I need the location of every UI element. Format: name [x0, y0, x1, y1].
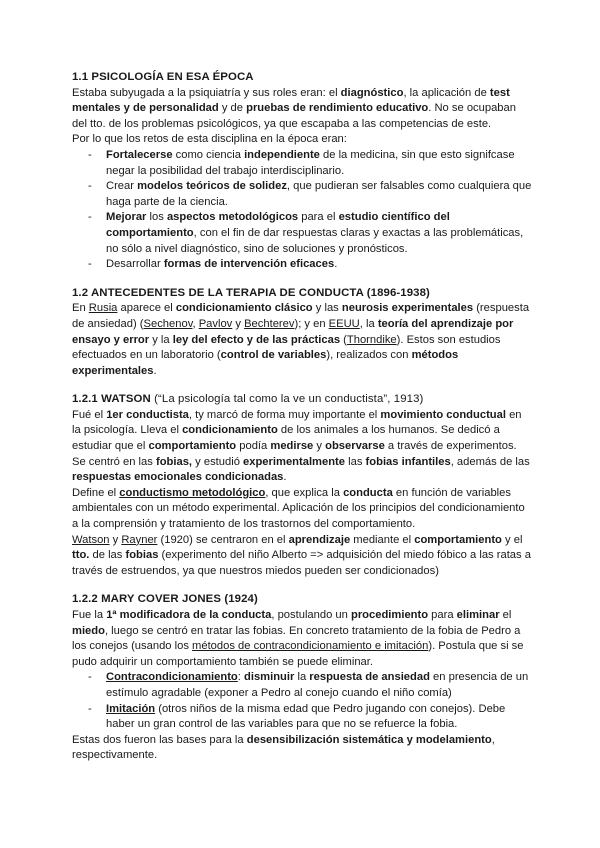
bullet-list: [88, 670, 532, 732]
text-run: Desarrollar: [106, 258, 164, 271]
bold-text: modelos teóricos de solidez: [137, 180, 287, 193]
text-run: (1920) se centraron en el: [157, 533, 289, 546]
text-run: mediante el: [350, 533, 415, 546]
section-mary-cover-jones: [72, 592, 532, 764]
underlined-text: Pavlov: [198, 317, 233, 330]
bold-text: procedimiento: [350, 609, 429, 621]
bold-text: Fortalecerse: [106, 148, 173, 161]
text-run: Crear: [106, 180, 138, 193]
bold-text: experimentalmente: [243, 455, 346, 468]
paragraph: [72, 301, 532, 379]
text-run: como ciencia: [172, 148, 245, 161]
underlined-text: Sechenov: [143, 317, 193, 330]
section-title-main: 1.2.1 WATSON: [72, 393, 151, 406]
bold-text: fobias infantiles: [365, 455, 451, 468]
text-run: ). Postula que si se pudo adquirir un comportamiento también se puede eliminar.: [72, 640, 524, 668]
text-run: En: [72, 302, 89, 315]
bold-text: movimiento conductual: [380, 408, 506, 421]
text-run: y: [109, 533, 122, 546]
bullet-list: [88, 148, 532, 273]
bold-text: métodos experimentales: [72, 349, 459, 377]
section-title: [72, 392, 532, 408]
text-run: los: [146, 211, 167, 224]
paragraph: [72, 486, 532, 533]
bold-text: formas de intervención eficaces: [163, 258, 335, 271]
text-run: y estudió: [192, 455, 244, 468]
underlined-text: Bechterev: [244, 317, 295, 330]
text-run: ). Estos son estudios efectuados en un laboratorio (: [72, 333, 501, 362]
underlined-text: Rayner: [121, 533, 158, 546]
text-run: de la medicina, sin que esto signifcase negar la posibilidad del trabajo interdisciplinario.: [106, 148, 515, 177]
bold-text: tto.: [72, 549, 90, 562]
bold-text: aspectos metodológicos: [166, 211, 299, 224]
bold-text: condicionamiento clásico: [175, 302, 313, 315]
text-run: el: [499, 609, 512, 621]
text-run: Estaba subyugada a la psiquiatría y sus roles eran: el: [72, 86, 341, 99]
bold-text: conducta: [343, 486, 393, 499]
bold-text: teoría del aprendizaje por ensayo y error: [72, 317, 514, 346]
bold-text: neurosis experimentales: [341, 302, 474, 315]
text-run: , además de las: [450, 455, 530, 468]
bold-text: medirse: [270, 440, 314, 453]
text-run: ,: [192, 317, 199, 330]
text-run: ); y en: [294, 317, 329, 330]
paragraph: [72, 408, 532, 486]
text-run: , la: [359, 317, 378, 330]
text-run: .: [334, 258, 338, 271]
text-run: para el: [298, 211, 339, 224]
list-item: [88, 670, 532, 701]
bold-text: test mentales y de personalidad: [72, 86, 510, 115]
text-run: Fué el: [72, 408, 107, 421]
text-run: , que explica la: [265, 486, 344, 499]
spacer: [72, 273, 532, 286]
section-title: 1.2.2 MARY COVER JONES (1924): [72, 593, 258, 606]
list-item: [88, 702, 532, 733]
underlined-text: Watson: [72, 533, 110, 546]
text-run: ), realizados con: [326, 349, 412, 362]
text-run: (: [340, 333, 347, 346]
section-title-suffix: (“La psicología tal como la ve un conductista”, 1913): [150, 393, 424, 406]
text-run: , postulando un: [271, 609, 351, 621]
bold-text: fobias: [125, 549, 159, 562]
bold-text: Mejorar: [106, 211, 147, 224]
text-run: en la psicología. Lleva el: [72, 408, 522, 437]
text-run: Define el: [72, 486, 120, 499]
text-run: , respectivamente.: [72, 733, 495, 762]
text-run: :: [237, 671, 244, 684]
text-run: aparece el: [117, 302, 176, 315]
text-run: .: [283, 471, 287, 484]
underlined-text: Thorndike: [346, 333, 397, 346]
text-run: las: [345, 455, 366, 468]
text-run: (respuesta de ansiedad) (: [72, 302, 530, 330]
text-run: . No se ocupaban del tto. de los problemas psicológicos, ya que escapaba a las competencias de este.: [72, 102, 516, 130]
text-run: la: [294, 671, 310, 684]
text-run: , ty marcó de forma muy importante el: [188, 408, 381, 421]
underlined-text: EEUU: [328, 317, 360, 330]
underlined-text: Rusia: [88, 302, 118, 315]
paragraph: [72, 533, 532, 580]
text-run: en presencia de un estímulo agradable (exponer a Pedro al conejo cuando el niño comía): [106, 671, 529, 699]
text-run: y de: [218, 102, 247, 115]
paragraph: [72, 733, 532, 764]
list-item: [88, 148, 532, 179]
section-psicologia-epoca: [72, 70, 532, 273]
list-item: [88, 210, 532, 257]
text-run: y: [313, 440, 326, 453]
text-run: de las: [89, 549, 126, 562]
document-body: [72, 70, 532, 764]
paragraph: [72, 608, 532, 670]
text-run: a través de experimentos. Se centró en las: [72, 440, 517, 468]
bold-text: diagnóstico: [340, 86, 404, 99]
text-run: en función de variables ambientales con un método experimental. Aplicación de los principios del condicionamiento a la comprensión y tratamiento de los trastornos del comportamiento.: [72, 486, 525, 531]
text-run: Fue la: [72, 609, 107, 621]
bold-text: desensibilización sistemática y modelamiento: [246, 733, 492, 746]
bold-text: control de variables: [220, 349, 327, 362]
spacer: [72, 579, 532, 592]
bold-text: independiente: [244, 148, 320, 161]
bold-text: comportamiento: [148, 440, 237, 453]
section-antecedentes: [72, 286, 532, 380]
bold-text: miedo: [72, 624, 105, 637]
section-watson: [72, 392, 532, 579]
section-title: 1.2 ANTECEDENTES DE LA TERAPIA DE CONDUCTA (1896-1938): [72, 286, 430, 299]
bold-text: fobias,: [155, 455, 193, 468]
bold-text: Contracondicionamiento: [106, 671, 238, 684]
paragraph: [72, 86, 532, 133]
bold-text: comportamiento: [414, 533, 502, 546]
text-run: , con el fin de dar respuestas claras y exactas a las problemáticas, no sólo a nivel diagnóstico, sino de soluciones y pronósticos.: [106, 226, 524, 255]
bold-text: condicionamiento: [182, 424, 278, 437]
paragraph: [72, 132, 532, 148]
bold-text: eliminar: [456, 609, 500, 621]
underlined-text: métodos de contracondicionamiento e imitación: [192, 640, 429, 653]
bold-text: conductismo metodológico: [119, 486, 266, 499]
text-run: (otros niños de la misma edad que Pedro jugando con conejos). Debe haber un gran control de las variables para que no se refuerce la fobia.: [106, 702, 506, 731]
spacer: [72, 379, 532, 392]
text-run: para: [428, 609, 457, 621]
bold-text: estudio científico del comportamiento: [106, 211, 450, 239]
text-run: y: [232, 317, 245, 330]
text-run: podía: [236, 440, 271, 453]
text-run: y la: [149, 333, 173, 346]
text-run: , que pudieran ser falsables como cualquiera que haga parte de la ciencia.: [106, 180, 532, 208]
bold-text: observarse: [325, 440, 385, 453]
text-run: y las: [312, 302, 342, 315]
section-title: 1.1 PSICOLOGÍA EN ESA ÉPOCA: [72, 71, 254, 83]
text-run: de los animales a los humanos. Se dedicó a estudiar que el: [72, 424, 500, 453]
bold-text: 1er conductista: [106, 408, 189, 421]
bold-text: pruebas de rendimiento educativo: [246, 102, 429, 115]
bold-text: ley del efecto y de las prácticas: [172, 333, 341, 346]
text-run: Por lo que los retos de esta disciplina en la época eran:: [72, 133, 347, 146]
bold-text: disminuir: [244, 671, 295, 684]
text-run: y el: [501, 533, 523, 546]
bold-text: respuestas emocionales condicionadas: [72, 471, 284, 484]
text-run: (experimento del niño Alberto => adquisición del miedo fóbico a las ratas a través de estruendos, ya que nuestros miedos pueden ser condicionados): [72, 549, 531, 577]
text-run: Estas dos fueron las bases para la: [72, 733, 247, 746]
bold-text: Imitación: [106, 702, 156, 715]
list-item: [88, 257, 532, 273]
bold-text: respuesta de ansiedad: [309, 671, 430, 684]
text-run: , luego se centró en tratar las fobias. En concreto tratamiento de la fobia de Pedro a los conejos (usando los: [72, 624, 521, 653]
text-run: .: [153, 364, 157, 377]
bold-text: aprendizaje: [288, 533, 351, 546]
text-run: , la aplicación de: [403, 86, 490, 99]
list-item: [88, 179, 532, 210]
bold-text: 1ª modificadora de la conducta: [106, 609, 272, 621]
